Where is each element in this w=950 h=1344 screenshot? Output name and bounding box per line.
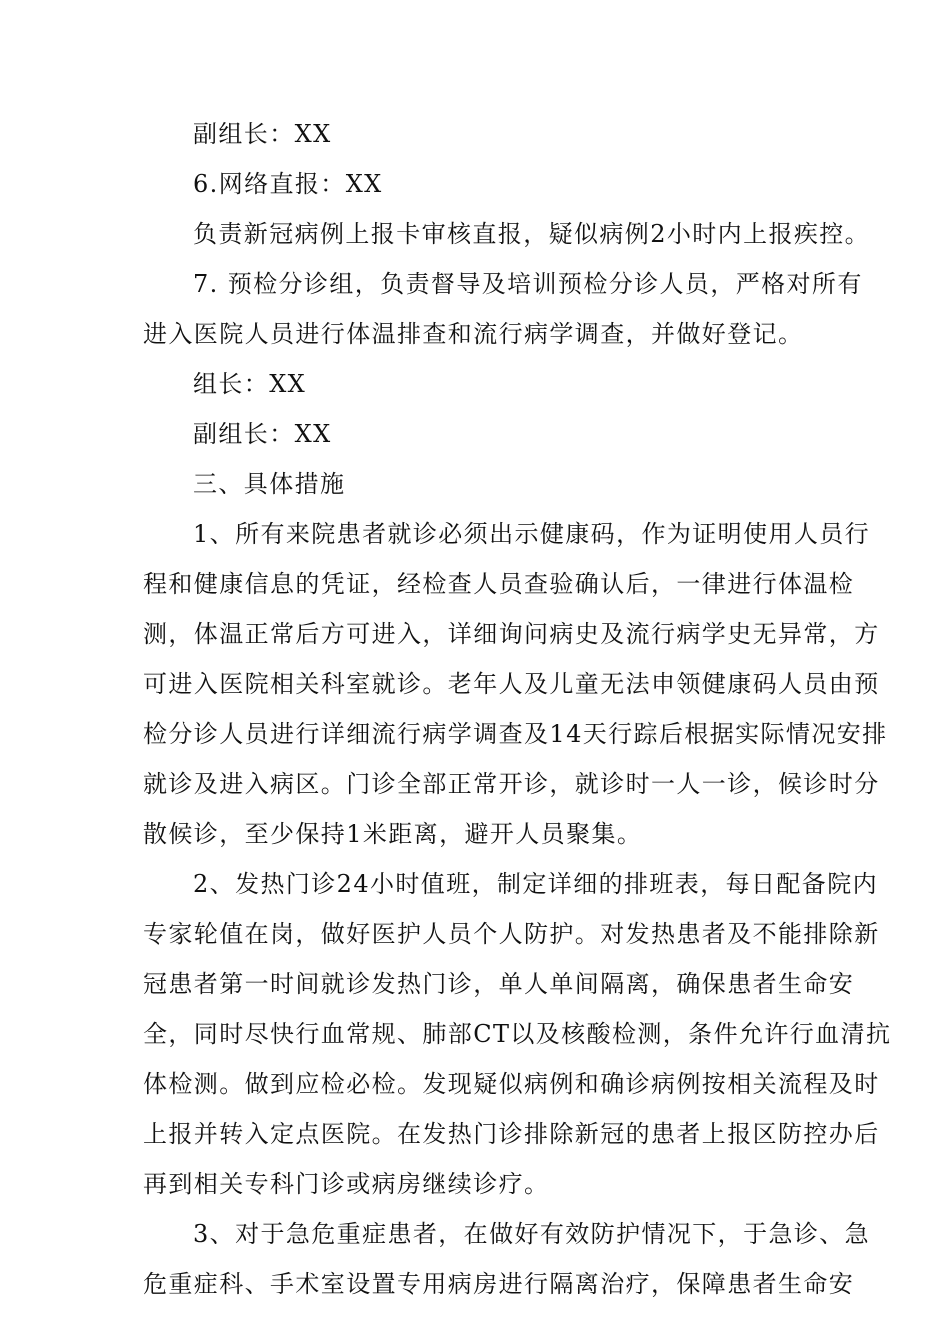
section-7-line-2: 进入医院人员进行体温排查和流行病学调查，并做好登记。 xyxy=(143,320,804,348)
deputy-leader-line: 副组长：XX xyxy=(193,120,332,148)
measure-2-line-3: 冠患者第一时间就诊发热门诊，单人单间隔离，确保患者生命安 xyxy=(143,970,855,998)
measure-2-line-7: 再到相关专科门诊或病房继续诊疗。 xyxy=(143,1170,550,1198)
section-6-heading: 6.网络直报：XX xyxy=(193,170,383,198)
measure-1-line-7: 散候诊，至少保持1米距离，避开人员聚集。 xyxy=(143,820,643,848)
measure-1-line-5: 检分诊人员进行详细流行病学调查及14天行踪后根据实际情况安排 xyxy=(143,720,888,748)
measure-2-line-2: 专家轮值在岗，做好医护人员个人防护。对发热患者及不能排除新 xyxy=(143,920,880,948)
measure-3-line-2: 危重症科、手术室设置专用病房进行隔离治疗，保障患者生命安 xyxy=(143,1270,855,1298)
section-heading-measures: 三、具体措施 xyxy=(193,470,346,498)
measure-1-line-4: 可进入医院相关科室就诊。老年人及儿童无法申领健康码人员由预 xyxy=(143,670,880,698)
measure-2-line-5: 体检测。做到应检必检。发现疑似病例和确诊病例按相关流程及时 xyxy=(143,1070,880,1098)
deputy-leader-line-2: 副组长：XX xyxy=(193,420,332,448)
section-7-line-1: 7. 预检分诊组，负责督导及培训预检分诊人员，严格对所有 xyxy=(193,270,863,298)
measure-1-line-2: 程和健康信息的凭证，经检查人员查验确认后，一律进行体温检 xyxy=(143,570,855,598)
measure-2-line-6: 上报并转入定点医院。在发热门诊排除新冠的患者上报区防控办后 xyxy=(143,1120,880,1148)
leader-line: 组长：XX xyxy=(193,370,307,398)
measure-3-line-1: 3、对于急危重症患者，在做好有效防护情况下，于急诊、急 xyxy=(193,1220,871,1248)
measure-1-line-1: 1、所有来院患者就诊必须出示健康码，作为证明使用人员行 xyxy=(193,520,871,548)
section-6-duty: 负责新冠病例上报卡审核直报，疑似病例2小时内上报疾控。 xyxy=(193,220,871,248)
measure-2-line-1: 2、发热门诊24小时值班，制定详细的排班表，每日配备院内 xyxy=(193,870,879,898)
measure-2-line-4: 全，同时尽快行血常规、肺部CT以及核酸检测，条件允许行血清抗 xyxy=(143,1020,892,1048)
measure-1-line-3: 测，体温正常后方可进入，详细询问病史及流行病学史无异常，方 xyxy=(143,620,880,648)
measure-1-line-6: 就诊及进入病区。门诊全部正常开诊，就诊时一人一诊，候诊时分 xyxy=(143,770,880,798)
